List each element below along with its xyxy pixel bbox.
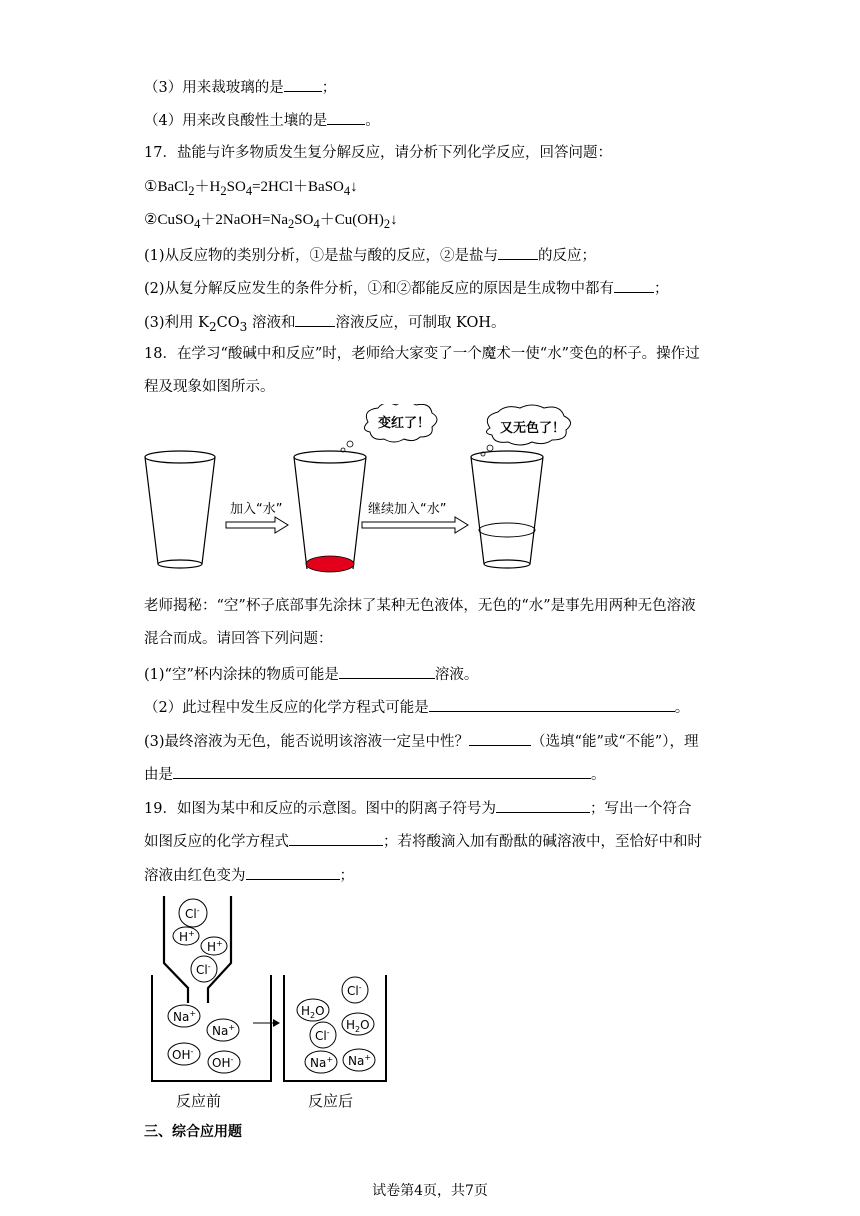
molecule-h2o (297, 999, 329, 1021)
svg-text:Na+: Na+ (173, 1009, 197, 1024)
neutralization-figure (146, 893, 396, 1113)
answer-blank[interactable] (284, 76, 322, 92)
ion-h (173, 927, 199, 945)
ion-cl (310, 1022, 336, 1048)
q19-line-2: 如图反应的化学方程式 ；若将酸滴入加有酚酞的碱溶液中，至恰好中和时 (144, 830, 702, 852)
q17-stem: 17．盐能与许多物质发生复分解反应，请分析下列化学反应，回答问题： (144, 145, 612, 161)
q17-equation-1: $①BaCl_2+H_2SO_4=2HCl+BaSO_4↓$ (144, 179, 358, 198)
q19-line-3: 溶液由红色变为 ； (144, 864, 354, 886)
q19-line-1: 19．如图为某中和反应的示意图。图中的阴离子符号为 ；写出一个符合 (144, 797, 691, 819)
svg-text:H2O: $H_2O$ (346, 1018, 370, 1034)
q18-stem-1: 18．在学习“酸碱中和反应”时，老师给大家变了一个魔术一使“水”变色的杯子。操作过 (144, 346, 700, 362)
q18-reveal-2: 混合而成。请回答下列问题： (144, 631, 333, 647)
q17-part1: (1)从反应物的类别分析，①是盐与酸的反应，②是盐与 的反应； (144, 244, 596, 266)
answer-blank[interactable] (339, 663, 435, 679)
q16-part3: （3）用来裁玻璃的是 ； (144, 76, 336, 98)
svg-text:Cl-: Cl- (185, 906, 200, 921)
section-3-heading: 三、综合应用题 (144, 1124, 242, 1140)
svg-text:OH-: OH- (212, 1055, 234, 1070)
answer-blank[interactable] (327, 109, 365, 125)
svg-text:OH-: OH- (172, 1047, 194, 1062)
q18-stem-2: 程及现象如图所示。 (144, 379, 275, 395)
reaction-arrow (253, 1019, 280, 1027)
svg-text:又无色了！: 又无色了！ (500, 421, 566, 436)
ion-cl (342, 977, 368, 1003)
svg-text:Na+: Na+ (310, 1055, 334, 1070)
ion-na (343, 1049, 375, 1071)
answer-blank[interactable] (295, 311, 335, 327)
svg-text:H2O: $H_2O$ (301, 1004, 325, 1020)
thought-bubble-colorless (481, 405, 571, 456)
molecule-h2o (342, 1013, 374, 1035)
answer-blank[interactable] (498, 244, 538, 260)
page-footer: 试卷第4页，共7页 (372, 1183, 488, 1199)
ion-cl (179, 899, 207, 927)
svg-text:变红了！: 变红了！ (378, 416, 431, 431)
svg-text:Na+: Na+ (348, 1053, 372, 1068)
q18-part1: (1)“空”杯内涂抹的物质可能是 溶液。 (144, 663, 478, 685)
q16-part4: （4）用来改良酸性土壤的是 。 (144, 109, 380, 131)
svg-text:Cl-: Cl- (315, 1028, 330, 1043)
answer-blank[interactable] (496, 797, 590, 813)
answer-blank[interactable] (289, 830, 383, 846)
label-after: 反应后 (308, 1092, 354, 1110)
answer-blank[interactable] (614, 277, 654, 293)
ion-oh (168, 1043, 200, 1065)
q17-part2: (2)从复分解反应发生的条件分析，①和②都能反应的原因是生成物中都有 ； (144, 277, 669, 299)
ion-h (201, 937, 227, 955)
q18-part3: (3)最终溶液为无色，能否说明该溶液一定呈中性？ （选填“能”或“不能”），理 (144, 730, 698, 752)
clear-cup (471, 451, 543, 568)
red-cup (294, 451, 366, 572)
label-before: 反应前 (176, 1092, 222, 1110)
arrow-continue-add-water (362, 501, 468, 533)
answer-blank[interactable] (469, 730, 531, 746)
svg-text:Na+: Na+ (212, 1023, 236, 1038)
q18-part2: （2）此过程中发生反应的化学方程式可能是 。 (144, 696, 689, 718)
svg-text:Cl-: Cl- (196, 962, 211, 977)
red-liquid (306, 556, 354, 572)
answer-blank[interactable] (429, 696, 675, 712)
thought-bubble-red (341, 404, 437, 452)
q17-equation-2: $②CuSO_4+2NaOH=Na_2SO_4+Cu(OH)_2↓$ (144, 212, 398, 231)
arrow-add-water (226, 501, 288, 533)
svg-text:加入“水”: 加入“水” (230, 502, 283, 517)
answer-blank[interactable] (246, 864, 340, 880)
ion-na (305, 1051, 337, 1073)
empty-cup (145, 451, 215, 568)
svg-text:继续加入“水”: 继续加入“水” (368, 502, 447, 517)
q18-reveal-1: 老师揭秘：“空”杯子底部事先涂抹了某种无色液体，无色的“水”是事先用两种无色溶液 (144, 598, 696, 614)
ion-cl (191, 956, 217, 982)
ion-na (207, 1019, 239, 1041)
magic-cup-figure (140, 404, 600, 584)
ion-oh (208, 1051, 240, 1073)
q18-part3-reason: 由是 。 (144, 763, 606, 785)
ion-na (168, 1005, 200, 1027)
svg-text:Cl-: Cl- (347, 983, 362, 998)
q17-part3: (3)利用 $K_2CO_3$ 溶液和 溶液反应，可制取 KOH。 (144, 311, 506, 337)
svg-text:H+: H+ (207, 939, 223, 954)
answer-blank[interactable] (173, 763, 591, 779)
svg-text:H+: H+ (179, 929, 195, 944)
